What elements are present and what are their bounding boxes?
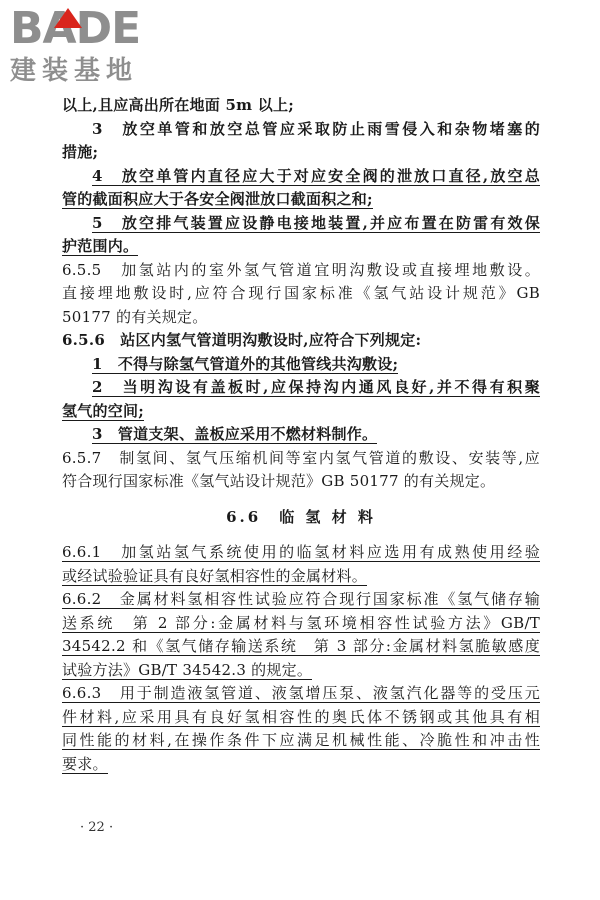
clause-6-5-5: 6.5.5 加氢站内的室外氢气管道宜明沟敷设或直接埋地敷设。 — [62, 260, 540, 279]
text-line: 50177 的有关规定。 — [62, 307, 208, 326]
text-line: 同性能的材料,在操作条件下应满足机械性能、冷脆性和冲击性 — [62, 731, 540, 749]
clause-6-6-2: 6.6.2 金属材料氢相容性试验应符合现行国家标准《氢气储存输 — [62, 590, 540, 608]
text-line: 3 管道支架、盖板应采用不燃材料制作。 — [92, 425, 378, 443]
text-line: 4 放空单管内直径应大于对应安全阀的泄放口直径,放空总 — [92, 166, 540, 185]
text-line: 管的截面积应大于各安全阀泄放口截面积之和; — [62, 190, 373, 208]
text-line: 5 放空排气装置应设静电接地装置,并应布置在防雷有效保 — [92, 213, 540, 232]
text-line: 1 不得与除氢气管道外的其他管线共沟敷设; — [92, 354, 399, 373]
text-line: 或经试验验证具有良好氢相容性的金属材料。 — [62, 566, 368, 585]
logo-accent-triangle — [54, 8, 82, 28]
text-line: 符合现行国家标准《氢气站设计规范》GB 50177 的有关规定。 — [62, 472, 496, 490]
text-line: 氢气的空间; — [62, 401, 145, 420]
text-line: 2 当明沟设有盖板时,应保持沟内通风良好,并不得有积聚 — [92, 378, 540, 396]
text-line: 措施; — [62, 143, 99, 161]
text-line: 试验方法》GB/T 34542.3 的规定。 — [62, 660, 313, 679]
text-line: 送系统 第 2 部分:金属材料与氢环境相容性试验方法》GB/T — [62, 613, 540, 632]
text-line: 件材料,应采用具有良好氢相容性的奥氏体不锈钢或其他具有相 — [62, 707, 540, 726]
document-body — [62, 94, 540, 776]
text-line: 34542.2 和《氢气储存输送系统 第 3 部分:金属材料氢脆敏感度 — [62, 637, 540, 655]
text-line: 直接埋地敷设时,应符合现行国家标准《氢气站设计规范》GB — [62, 284, 540, 302]
clause-6-6-1: 6.6.1 加氢站氢气系统使用的临氢材料应选用有成熟使用经验 — [62, 543, 540, 561]
clause-6-5-7: 6.5.7 制氢间、氢气压缩机间等室内氢气管道的敷设、安装等,应 — [62, 448, 540, 467]
text-line: 3 放空单管和放空总管应采取防止雨雪侵入和杂物堵塞的 — [92, 119, 540, 138]
clause-6-6-3: 6.6.3 用于制造液氢管道、液氢增压泵、液氢汽化器等的受压元 — [62, 684, 540, 702]
text-line: 护范围内。 — [62, 237, 139, 255]
logo-wordmark: BADE — [10, 3, 141, 54]
logo-chinese-name: 建装基地 — [10, 56, 139, 86]
text-line: 以上,且应高出所在地面 5m 以上; — [62, 96, 295, 114]
text-line: 要求。 — [62, 754, 108, 773]
bade-logo — [10, 3, 185, 88]
page-number: · 22 · — [80, 820, 114, 835]
section-heading-6-6: 6.6 临 氢 材 料 — [226, 507, 376, 526]
clause-6-5-6: 6.5.6 站区内氢气管道明沟敷设时,应符合下列规定: — [62, 331, 422, 349]
